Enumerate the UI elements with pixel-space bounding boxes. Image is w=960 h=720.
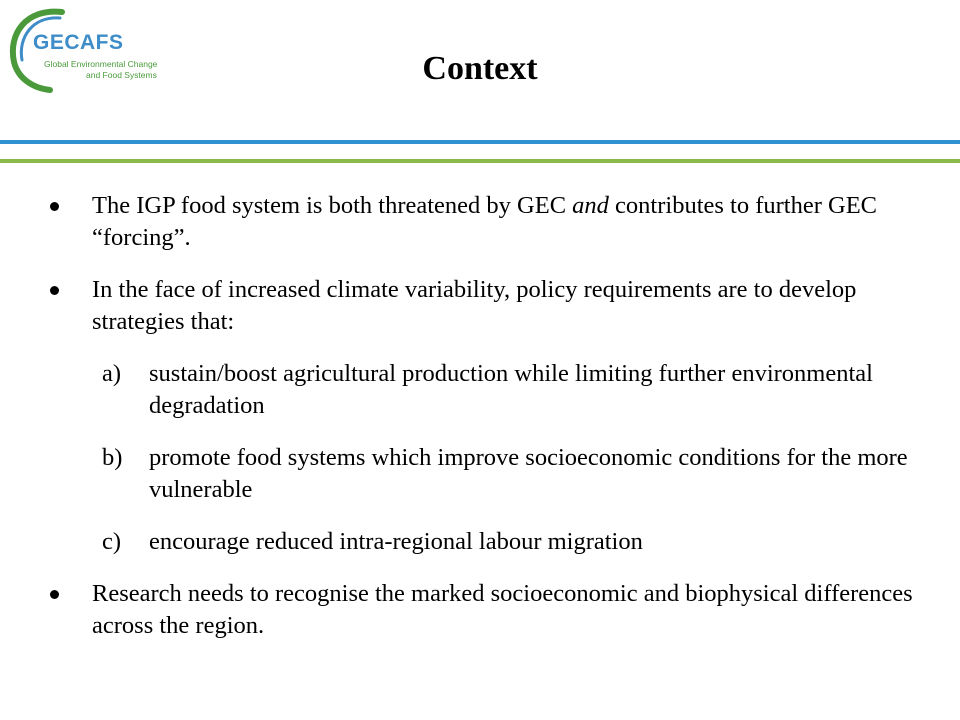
bullet-text-part: contributes to further GEC “forcing”. xyxy=(92,192,877,251)
sub-item-letter: a) xyxy=(102,360,122,387)
sub-item-text: promote food systems which improve socioeconomic conditions for the more vulnerable xyxy=(149,444,908,503)
bullet-dot-icon xyxy=(50,590,59,599)
logo-subtitle-line2: and Food Systems xyxy=(86,70,157,80)
logo-subtitle-line1: Global Environmental Change xyxy=(44,59,158,69)
bullet-item xyxy=(40,274,940,338)
bullet-item xyxy=(40,190,940,254)
bullet-dot-icon xyxy=(50,286,59,295)
title-divider-green xyxy=(0,159,960,163)
sub-list-item xyxy=(40,358,940,422)
sub-list-item xyxy=(40,526,940,558)
sub-item-text: sustain/boost agricultural production while limiting further environmental degradation xyxy=(149,360,873,419)
title-divider-blue xyxy=(0,140,960,144)
bullet-item xyxy=(40,578,940,642)
sub-item-letter: b) xyxy=(102,444,123,471)
sub-item-letter: c) xyxy=(102,528,122,555)
slide-title: Context xyxy=(422,50,538,87)
bullet-dot-icon xyxy=(50,202,59,211)
slide-content xyxy=(40,190,940,662)
sub-list-item xyxy=(40,442,940,506)
bullet-text: In the face of increased climate variability, policy requirements are to develop strategies that: xyxy=(92,276,857,335)
sub-item-text: encourage reduced intra-regional labour migration xyxy=(149,528,643,555)
bullet-text: Research needs to recognise the marked socioeconomic and biophysical differences across the region. xyxy=(92,580,913,639)
logo-name: GECAFS xyxy=(33,31,124,54)
bullet-text-emphasis: and xyxy=(572,192,609,219)
bullet-text-part: The IGP food system is both threatened by GEC xyxy=(92,192,573,219)
